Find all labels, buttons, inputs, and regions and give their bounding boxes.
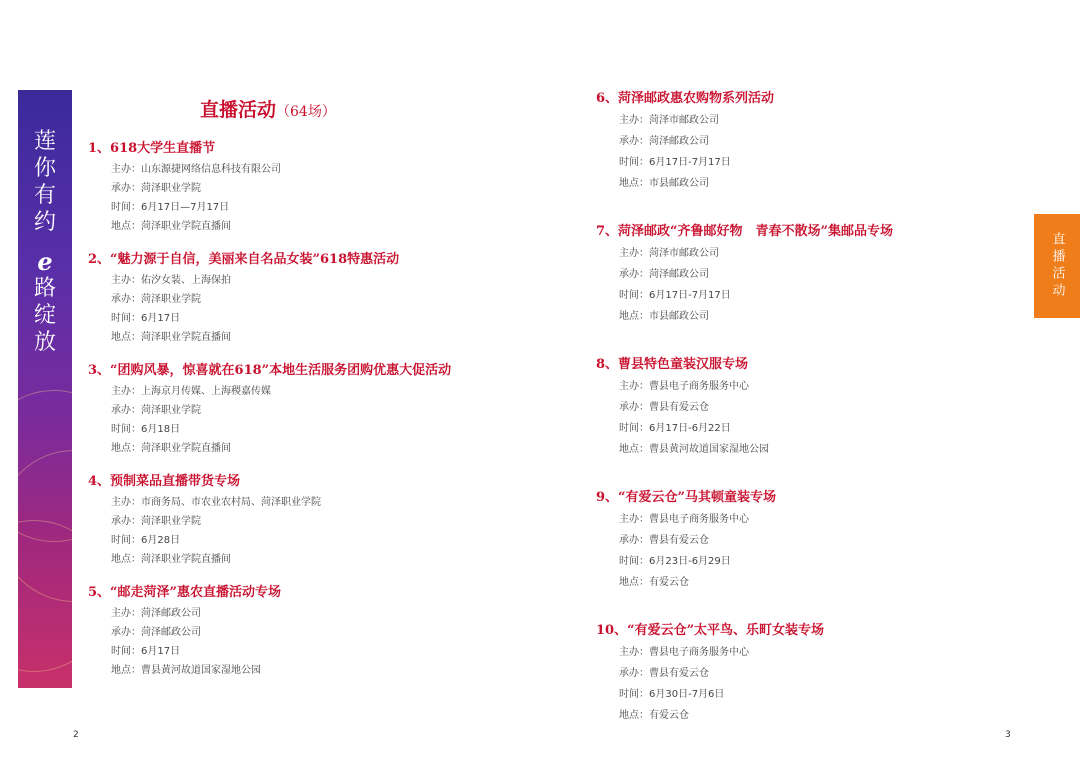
event-time: 时间：6月17日 (111, 313, 181, 324)
event-list-right (596, 88, 1016, 753)
event-title: 5、“邮走菏泽”惠农直播活动专场 (88, 585, 282, 600)
event-time: 时间：6月17日—7月17日 (111, 202, 230, 213)
event-location: 地点：有爱云仓 (619, 577, 689, 588)
banner-char: 约 (33, 210, 56, 235)
event-location: 地点：市县邮政公司 (619, 311, 709, 322)
event-location: 地点：菏泽职业学院直播间 (111, 332, 231, 343)
banner-slogan (18, 128, 72, 356)
event-organizer: 承办：菏泽职业学院 (111, 405, 201, 416)
event-title: 7、菏泽邮政“齐鲁邮好物 青春不散场”集邮品专场 (596, 224, 894, 239)
banner-char: 莲 (33, 129, 56, 154)
event-host: 主办：山东源捷网络信息科技有限公司 (111, 164, 281, 175)
event-organizer: 承办：菏泽职业学院 (111, 183, 201, 194)
event-title: 8、曹县特色童装汉服专场 (596, 357, 749, 372)
event-item (596, 88, 1016, 194)
event-time: 时间：6月23日-6月29日 (619, 556, 731, 567)
event-item (88, 249, 558, 347)
decorative-banner (18, 90, 72, 688)
event-location: 地点：菏泽职业学院直播间 (111, 554, 231, 565)
event-organizer: 承办：菏泽邮政公司 (619, 136, 709, 147)
page-number-right: 3 (1005, 730, 1011, 740)
event-item (88, 138, 558, 236)
event-title: 1、618大学生直播节 (88, 141, 216, 156)
banner-char: 有 (33, 183, 56, 208)
event-title: 10、“有爱云仓”太平鸟、乐町女装专场 (596, 623, 825, 638)
page-title-text: 直播活动 (200, 99, 277, 121)
event-title: 2、“魅力源于自信，美丽来自名品女装”618特惠活动 (88, 252, 400, 267)
event-organizer: 承办：菏泽邮政公司 (619, 269, 709, 280)
event-list-left (88, 138, 558, 693)
event-item (88, 360, 558, 458)
event-location: 地点：菏泽职业学院直播间 (111, 443, 231, 454)
event-time: 时间：6月17日 (111, 646, 181, 657)
event-organizer: 承办：曹县有爱云仓 (619, 535, 709, 546)
event-item (88, 582, 558, 680)
event-item (596, 620, 1016, 726)
event-time: 时间：6月28日 (111, 535, 181, 546)
event-item (596, 354, 1016, 460)
event-host: 主办：上海京月传媒、上海稷嘉传媒 (111, 386, 271, 397)
event-time: 时间：6月17日-6月22日 (619, 423, 731, 434)
page-title-count: （64场） (276, 104, 336, 120)
event-time: 时间：6月17日-7月17日 (619, 157, 731, 168)
banner-char: 你 (33, 156, 56, 181)
event-organizer: 承办：曹县有爱云仓 (619, 402, 709, 413)
event-organizer: 承办：菏泽邮政公司 (111, 627, 201, 638)
event-organizer: 承办：曹县有爱云仓 (619, 668, 709, 679)
page-number-left: 2 (73, 730, 79, 740)
banner-char: 路 (33, 276, 56, 301)
banner-char: e (37, 247, 53, 276)
banner-swirl (18, 520, 72, 672)
event-time: 时间：6月17日-7月17日 (619, 290, 731, 301)
event-item (596, 487, 1016, 593)
event-host: 主办：市商务局、市农业农村局、菏泽职业学院 (111, 497, 321, 508)
event-organizer: 承办：菏泽职业学院 (111, 516, 201, 527)
event-title: 6、菏泽邮政惠农购物系列活动 (596, 91, 775, 106)
event-time: 时间：6月30日-7月6日 (619, 689, 725, 700)
section-side-tab[interactable]: 直播活动 (1034, 214, 1080, 318)
event-time: 时间：6月18日 (111, 424, 181, 435)
event-host: 主办：菏泽邮政公司 (111, 608, 201, 619)
event-title: 4、预制菜品直播带货专场 (88, 474, 241, 489)
event-item (596, 221, 1016, 327)
event-host: 主办：曹县电子商务服务中心 (619, 381, 749, 392)
banner-char: 放 (33, 330, 56, 355)
event-host: 主办：菏泽市邮政公司 (619, 115, 719, 126)
event-location: 地点：菏泽职业学院直播间 (111, 221, 231, 232)
event-location: 地点：曹县黄河故道国家湿地公园 (619, 444, 769, 455)
event-title: 9、“有爱云仓”马其顿童装专场 (596, 490, 777, 505)
event-location: 地点：有爱云仓 (619, 710, 689, 721)
event-host: 主办：佑汐女装、上海保拍 (111, 275, 231, 286)
event-item (88, 471, 558, 569)
event-location: 地点：市县邮政公司 (619, 178, 709, 189)
event-host: 主办：菏泽市邮政公司 (619, 248, 719, 259)
event-title: 3、“团购风暴，惊喜就在618”本地生活服务团购优惠大促活动 (88, 363, 452, 378)
page-title (200, 95, 336, 122)
banner-char: 绽 (33, 303, 56, 328)
event-organizer: 承办：菏泽职业学院 (111, 294, 201, 305)
event-location: 地点：曹县黄河故道国家湿地公园 (111, 665, 261, 676)
event-host: 主办：曹县电子商务服务中心 (619, 647, 749, 658)
event-host: 主办：曹县电子商务服务中心 (619, 514, 749, 525)
